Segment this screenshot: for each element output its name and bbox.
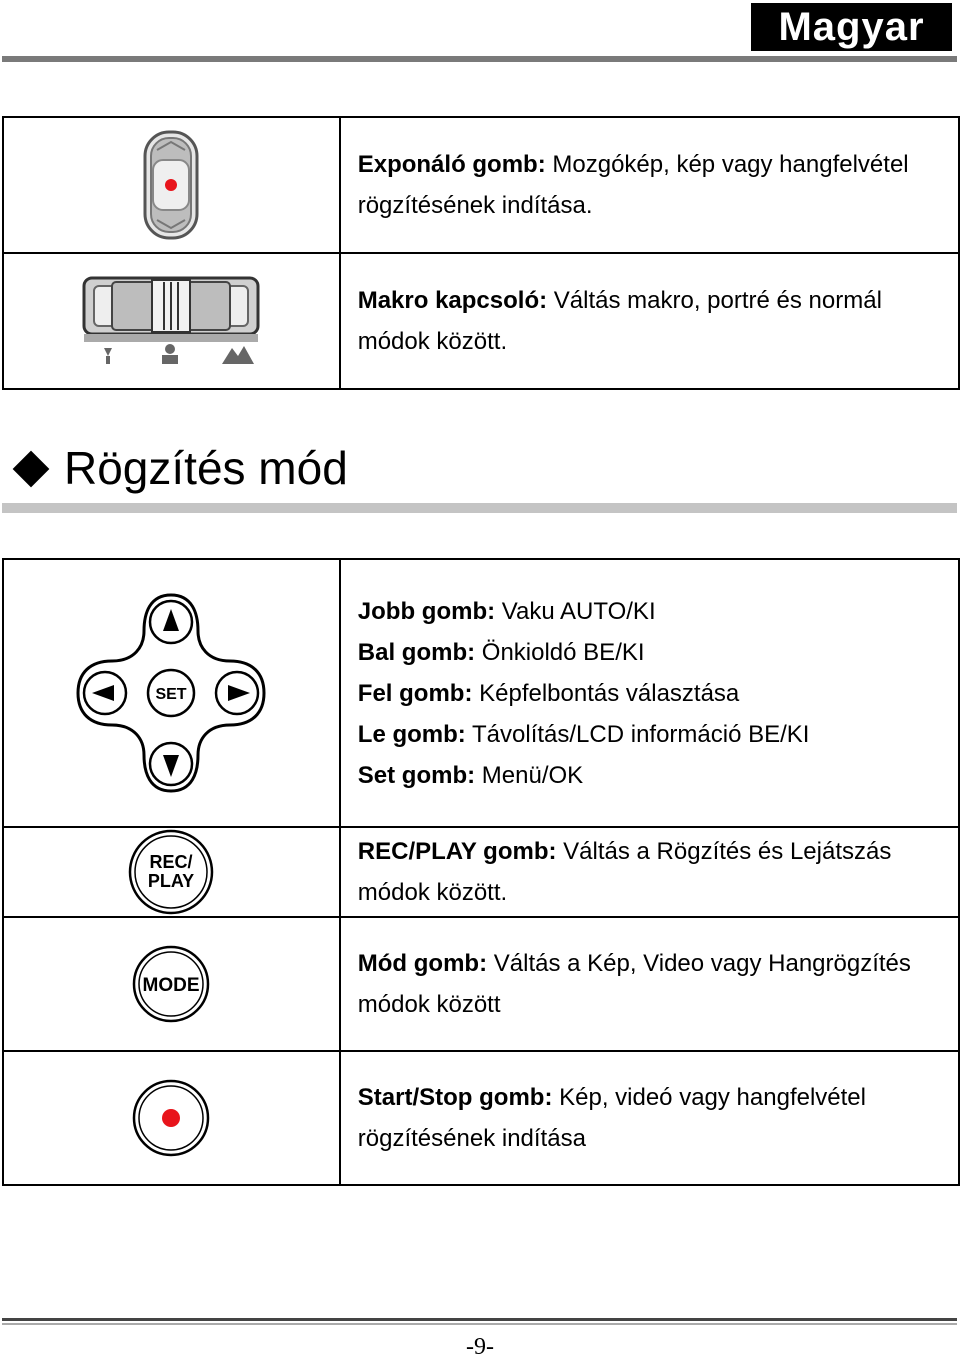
macro-icon-cell (3, 253, 340, 389)
down-button-line (358, 714, 950, 755)
dpad-icon-cell (3, 559, 340, 827)
recplay-title: REC/PLAY gomb: (357, 838, 557, 865)
language-badge: Magyar (751, 3, 952, 51)
mode-text: Váltás a Kép, Video vagy Hangrögzítés módok között (357, 950, 911, 1018)
section-rule (2, 503, 957, 513)
set-button-line (358, 755, 950, 796)
section-heading (14, 440, 348, 496)
dpad-description (340, 559, 959, 827)
section-title-text: Rögzítés mód (64, 442, 348, 494)
left-button-title: Bal gomb: (357, 638, 476, 666)
footer-rule (2, 1318, 957, 1321)
shutter-icon-cell (3, 117, 340, 253)
shutter-text: Mozgókép, kép vagy hangfelvétel rögzítésének indítása. (357, 151, 909, 219)
shutter-title: Exponáló gomb: (357, 151, 546, 178)
diamond-bullet-icon (13, 450, 50, 487)
set-button-title: Set gomb: (357, 761, 476, 789)
start-stop-button-icon (131, 1078, 211, 1158)
left-button-text: Önkioldó BE/KI (481, 638, 645, 666)
startstop-text: Kép, videó vagy hangfelvétel rögzítésének indítása (357, 1084, 866, 1152)
mode-label: MODE (142, 975, 200, 996)
set-button-text: Menü/OK (481, 761, 584, 789)
page-number: -9- (466, 1334, 494, 1360)
shutter-description (340, 117, 959, 253)
rec-label: REC/ (149, 852, 193, 872)
dpad-icon (74, 591, 268, 795)
shutter-button-icon (141, 130, 201, 240)
down-button-title: Le gomb: (357, 720, 466, 748)
macro-title: Makro kapcsoló: (357, 287, 548, 314)
right-button-line (358, 591, 950, 632)
recplay-icon-cell (3, 827, 340, 917)
set-label: SET (155, 686, 187, 703)
controls-table-mode (2, 558, 960, 1186)
down-button-text: Távolítás/LCD információ BE/KI (472, 720, 810, 748)
mode-button-icon (131, 944, 211, 1024)
recplay-text: Váltás a Rögzítés és Lejátszás módok között. (357, 838, 892, 906)
record-dot-icon (162, 1109, 180, 1127)
startstop-description (340, 1051, 959, 1185)
footer-rule-thin (2, 1323, 957, 1325)
macro-switch-icon (82, 276, 260, 366)
right-button-title: Jobb gomb: (357, 597, 496, 625)
mode-title: Mód gomb: (357, 950, 488, 977)
controls-table-top (2, 116, 960, 390)
startstop-title: Start/Stop gomb: (357, 1084, 553, 1111)
rec-play-button-icon (127, 828, 215, 916)
play-label: PLAY (148, 871, 195, 891)
mode-icon-cell (3, 917, 340, 1051)
right-button-text: Vaku AUTO/KI (501, 597, 656, 625)
up-button-text: Képfelbontás választása (479, 679, 740, 707)
mode-description (340, 917, 959, 1051)
header-rule (2, 56, 957, 62)
startstop-icon-cell (3, 1051, 340, 1185)
up-button-line (358, 673, 950, 714)
left-button-line (358, 632, 950, 673)
up-button-title: Fel gomb: (357, 679, 473, 707)
macro-text: Váltás makro, portré és normál módok között. (357, 287, 882, 355)
recplay-description (340, 827, 959, 917)
macro-description (340, 253, 959, 389)
